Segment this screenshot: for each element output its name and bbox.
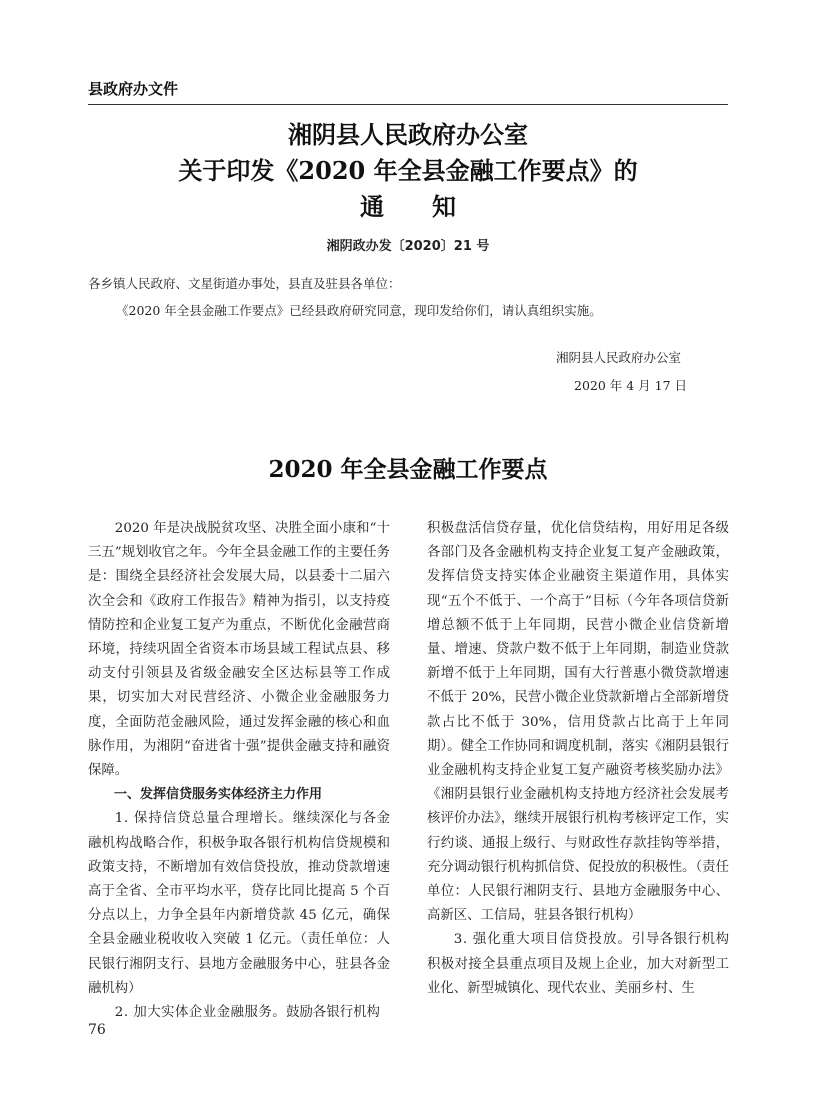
item-2-body-start: 鼓励各银行机构 [286, 1005, 380, 1021]
item-1-body: 继续深化与各金融机构战略合作，积极争取各银行机构信贷规模和政策支持，不断增加有效信贷投放，推动贷款增速高于全省、全市平均水平，贷存比同比提高 5 个百分点以上，力争全县年内新增贷款 45 亿元，确保全县金融业税收收入突破 1 亿元。（责任单位：人民银行湘阴支行、县地方金融服务中心，驻县各金融机构） [88, 811, 390, 996]
document-number: 湘阴政办发〔2020〕21 号 [326, 239, 490, 254]
item-3-paragraph [427, 928, 729, 1001]
notice-title [88, 117, 728, 225]
right-column [427, 517, 729, 1001]
item-1-paragraph [88, 807, 390, 1001]
header-rule [88, 104, 728, 105]
notice-title-line3: 通 知 [360, 192, 456, 221]
item-3-title: 3. 强化重大项目信贷投放。 [453, 932, 632, 948]
document-title: 2020 年全县金融工作要点 [268, 456, 548, 483]
page-number: 76 [88, 1022, 106, 1038]
addressee: 各乡镇人民政府、文星街道办事处，县直及驻县各单位： [88, 276, 401, 291]
running-header: 县政府办文件 [88, 80, 179, 98]
notice-title-line1: 湘阴县人民政府办公室 [288, 120, 528, 149]
notice-title-line2: 关于印发《2020 年全县金融工作要点》的 [178, 156, 638, 185]
item-2-title: 2. 加大实体企业金融服务。 [114, 1005, 287, 1021]
item-3-body: 引导各银行机构积极对接全县重点项目及规上企业，加大对新型工业化、新型城镇化、现代农业、美丽乡村、生 [427, 932, 729, 996]
item-2-body-continued: 积极盘活信贷存量，优化信贷结构，用好用足各级各部门及各金融机构支持企业复工复产金融政策，发挥信贷支持实体企业融资主渠道作用，具体实现“五个不低于、一个高于”目标（今年各项信贷新增总额不低于上年同期，民营小微企业信贷新增量、增速、贷款户数不低于上年同期，制造业贷款新增不低于上年同期，国有大行普惠小微贷款增速不低于 20%，民营小微企业贷款新增占全部新增贷款占比不低于 30%，信用贷款占比高于上年同期）。健全工作协同和调度机制，落实《湘阴县银行业金融机构支持企业复工复产融资考核奖励办法》《湘阴县银行业金融机构支持地方经济社会发展考核评价办法》，继续开展银行机构考核评定工作，实行约谈、通报上级行、与财政性存款挂钩等举措，充分调动银行机构抓信贷、促投放的积极性。（责任单位：人民银行湘阴支行、县地方金融服务中心、高新区、工信局，驻县各银行机构） [427, 521, 729, 924]
item-1-title: 1. 保持信贷总量合理增长。 [114, 811, 293, 827]
left-column [88, 517, 390, 1025]
section-heading: 一、发挥信贷服务实体经济主力作用 [114, 787, 323, 803]
issue-date: 2020 年 4 月 17 日 [574, 378, 688, 393]
notice-body: 《2020 年全县金融工作要点》已经县政府研究同意，现印发给你们，请认真组织实施。 [116, 303, 602, 318]
item-2-paragraph [88, 1001, 390, 1025]
issuer-signature: 湘阴县人民政府办公室 [556, 350, 682, 365]
intro-paragraph: 2020 年是决战脱贫攻坚、决胜全面小康和“十三五”规划收官之年。今年全县金融工作的主要任务是：围绕全县经济社会发展大局，以县委十二届六次全会和《政府工作报告》精神为指引，以支持疫情防控和企业复工复产为重点，不断优化金融营商环境，持续巩固全省资本市场县域工程试点县、移动支付引领县及省级金融安全区达标县等工作成果，切实加大对民营经济、小微企业金融服务力度，全面防范金融风险，通过发挥金融的核心和血脉作用，为湘阴“奋进省十强”提供金融支持和融资保障。 [88, 521, 390, 779]
